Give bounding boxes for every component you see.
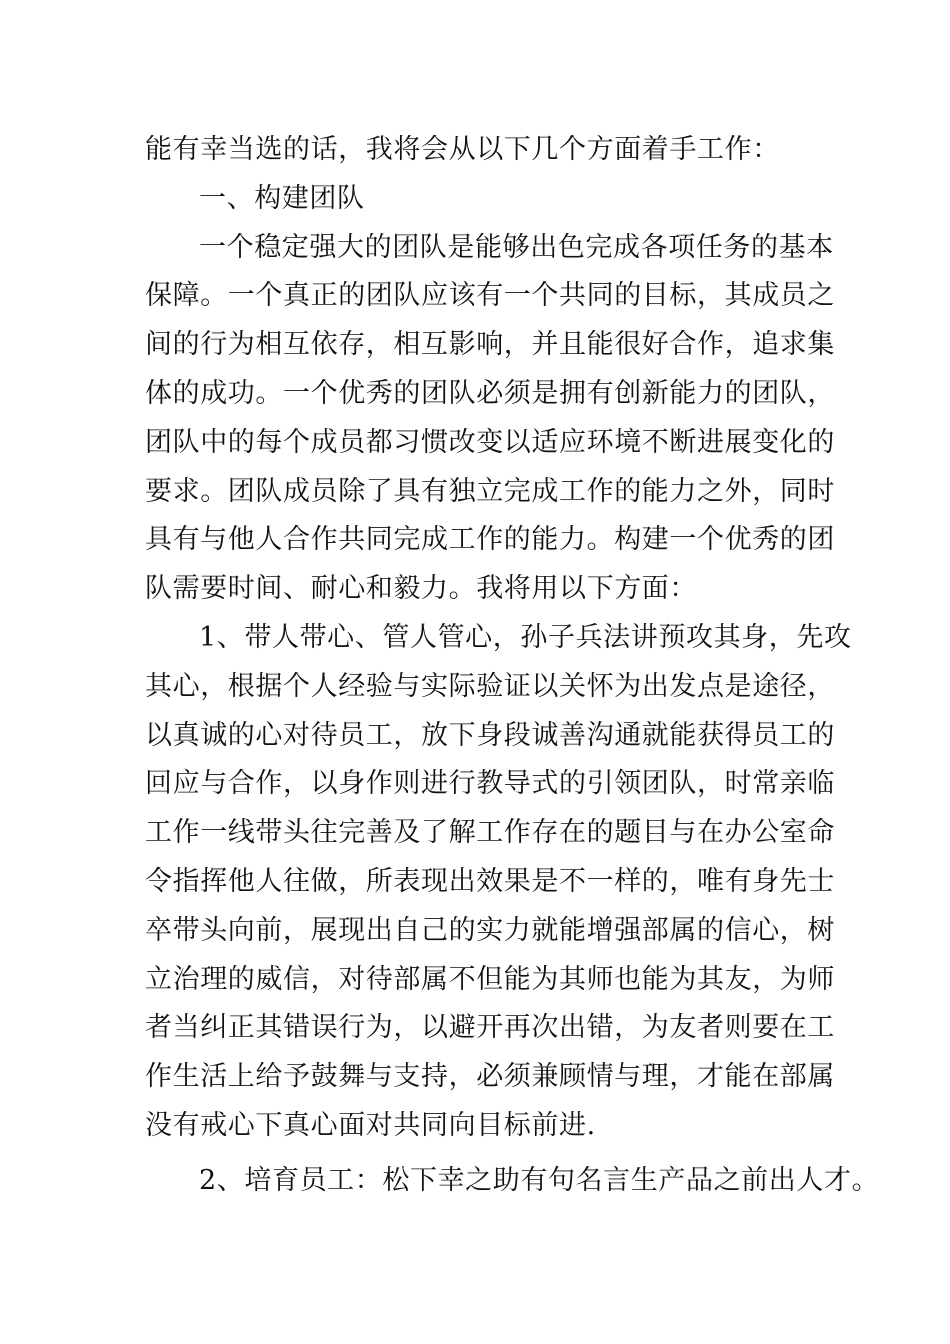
text-line: 以真诚的心对待员工，放下身段诚善沟通就能获得员工的 xyxy=(145,719,835,751)
text-line: 令指挥他人往做，所表现出效果是不一样的，唯有身先士 xyxy=(145,865,835,897)
text-line: 没有戒心下真心面对共同向目标前进. xyxy=(145,1109,596,1141)
text-line: 工作一线带头往完善及了解工作存在的题目与在办公室命 xyxy=(145,817,835,849)
text-line: 卒带头向前，展现出自己的实力就能增强部属的信心，树 xyxy=(145,914,835,946)
text-line: 体的成功。一个优秀的团队必须是拥有创新能力的团队， xyxy=(145,377,835,409)
text-line: 1、带人带心、管人管心，孙子兵法讲预攻其身，先攻 xyxy=(199,621,852,653)
text-line: 具有与他人合作共同完成工作的能力。构建一个优秀的团 xyxy=(145,524,835,556)
text-line: 一个稳定强大的团队是能够出色完成各项任务的基本 xyxy=(199,231,834,263)
text-line: 回应与合作，以身作则进行教导式的引领团队，时常亲临 xyxy=(145,768,835,800)
text-line: 2、培育员工：松下幸之助有句名言生产品之前出人才。 xyxy=(199,1164,880,1196)
text-line: 队需要时间、耐心和毅力。我将用以下方面： xyxy=(145,573,697,605)
text-line: 立治理的威信，对待部属不但能为其师也能为其友，为师 xyxy=(145,963,835,995)
text-line: 团队中的每个成员都习惯改变以适应环境不断进展变化的 xyxy=(145,426,835,458)
text-line: 其心，根据个人经验与实际验证以关怀为出发点是途径， xyxy=(145,670,835,702)
text-line: 保障。一个真正的团队应该有一个共同的目标，其成员之 xyxy=(145,280,835,312)
text-line: 者当纠正其错误行为，以避开再次出错，为友者则要在工 xyxy=(145,1012,835,1044)
text-line: 作生活上给予鼓舞与支持，必须兼顾情与理，才能在部属 xyxy=(145,1061,835,1093)
text-line: 间的行为相互依存，相互影响，并且能很好合作，追求集 xyxy=(145,329,835,361)
text-line: 能有幸当选的话，我将会从以下几个方面着手工作： xyxy=(145,134,780,165)
text-line: 要求。团队成员除了具有独立完成工作的能力之外，同时 xyxy=(145,475,835,507)
section-heading: 一、构建团队 xyxy=(199,182,365,214)
document-body xyxy=(145,126,880,1206)
